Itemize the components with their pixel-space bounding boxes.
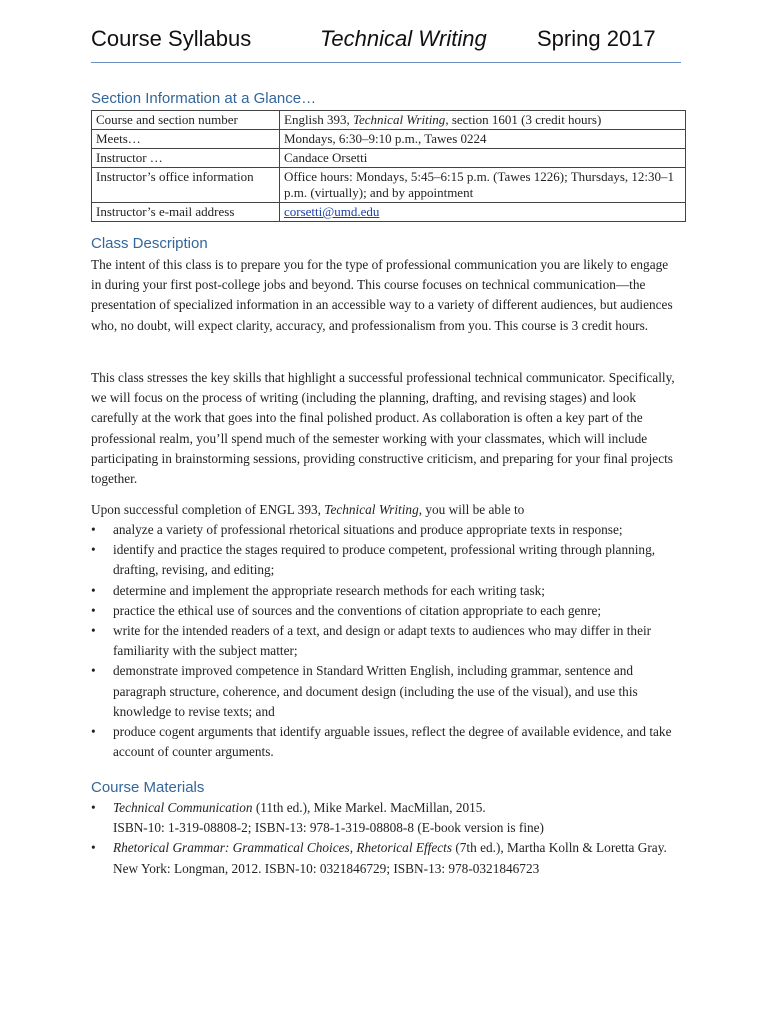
- value-text: , section 1601 (3 credit hours): [445, 112, 602, 127]
- book-title: Rhetorical Grammar: Grammatical Choices, Rhetorical Effects: [113, 840, 453, 856]
- header-course-title: Technical Writing: [320, 26, 487, 51]
- list-item-text: analyze a variety of professional rhetorical situations and produce appropriate texts in response;: [113, 522, 623, 537]
- materials-list: [91, 798, 686, 879]
- header-left-title: Course Syllabus: [91, 26, 252, 51]
- table-row: [92, 130, 686, 149]
- materials-heading: Course Materials: [91, 779, 205, 796]
- table-value: Candace Orsetti: [280, 149, 686, 168]
- outcomes-list: [91, 520, 686, 762]
- table-row: [92, 203, 686, 222]
- book-details: (7th ed.), Martha Kolln & Loretta Gray. New York: Longman, 2012. ISBN-10: 0321846729; ISBN-13: 978-0321846723: [113, 840, 667, 876]
- description-heading: Class Description: [91, 235, 208, 252]
- table-row: [92, 111, 686, 130]
- list-item: [91, 838, 686, 878]
- table-key: Course and section number: [92, 111, 280, 130]
- bullet-icon: •: [91, 724, 96, 740]
- bullet-icon: •: [91, 663, 96, 679]
- table-key: Instructor’s e-mail address: [92, 203, 280, 222]
- table-key: Instructor’s office information: [92, 168, 280, 203]
- section-info-table: [91, 110, 686, 222]
- list-item: [91, 581, 686, 601]
- bullet-icon: •: [91, 800, 96, 815]
- table-key: Instructor …: [92, 149, 280, 168]
- bullet-icon: •: [91, 602, 96, 618]
- list-item-text: identify and practice the stages required to produce competent, professional writing through planning, drafting, revising, and editing;: [113, 542, 656, 578]
- instructor-email-link[interactable]: corsetti@umd.edu: [284, 204, 380, 219]
- intro-course-title: Technical Writing: [324, 502, 419, 517]
- value-text: English 393,: [284, 112, 353, 127]
- glance-heading: Section Information at a Glance…: [91, 90, 317, 107]
- intro-text: , you will be able to: [418, 502, 525, 517]
- bullet-icon: •: [91, 522, 96, 537]
- outcomes-intro: [91, 500, 681, 520]
- table-key: Meets…: [92, 130, 280, 149]
- bullet-icon: •: [91, 582, 96, 598]
- intro-text: Upon successful completion of ENGL 393,: [91, 502, 325, 517]
- table-value: [280, 203, 686, 222]
- value-course-title: Technical Writing: [352, 112, 446, 127]
- table-row: [92, 149, 686, 168]
- header-term: Spring 2017: [537, 26, 656, 51]
- bullet-icon: •: [91, 840, 96, 856]
- bullet-icon: •: [91, 542, 96, 558]
- list-item-text: demonstrate improved competence in Standard Written English, including grammar, sentence and paragraph structure, coherence, and document design (including the use of the visual), and use this knowledge to revise texts; and: [113, 663, 638, 719]
- list-item-text: practice the ethical use of sources and the conventions of citation appropriate to each genre;: [113, 602, 602, 618]
- list-item: [91, 540, 686, 580]
- table-value: Mondays, 6:30–9:10 p.m., Tawes 0224: [280, 130, 686, 149]
- list-item: [91, 520, 686, 540]
- list-item: [91, 621, 686, 661]
- list-item: [91, 601, 686, 621]
- list-item-text: write for the intended readers of a text, and design or adapt texts to audiences who may differ in their familiarity with the subject matter;: [113, 623, 652, 659]
- list-item: [91, 722, 686, 762]
- list-item: [91, 798, 686, 838]
- book-isbn: ISBN-10: 1-319-08808-2; ISBN-13: 978-1-319-08808-8 (E-book version is fine): [113, 820, 544, 836]
- header-divider: [91, 62, 681, 63]
- table-value: Office hours: Mondays, 5:45–6:15 p.m. (Tawes 1226); Thursdays, 12:30–1 p.m. (virtually); and by appointment: [280, 168, 686, 203]
- description-paragraph-1: The intent of this class is to prepare you for the type of professional communication you are likely to engage in during your first post-college jobs and beyond. This course focuses on technical communication—the presentation of specialized information in an accessible way to a variety of different audiences, but audiences who, no doubt, will expect clarity, accuracy, and professionalism from you. This course is 3 credit hours.: [91, 257, 673, 333]
- description-paragraph-2: This class stresses the key skills that highlight a successful professional technical communicator. Specifically, we will focus on the process of writing (including the planning, drafting, and revising stages) and look carefully at the work that goes into the final polished product. As collaboration is often a key part of the professional realm, you’ll spend much of the semester working with your classmates, which will include participating in brainstorming sessions, providing constructive criticism, and preparing for your final projects together.: [91, 370, 675, 487]
- table-value: [280, 111, 686, 130]
- book-details: (11th ed.), Mike Markel. MacMillan, 2015.: [252, 800, 486, 815]
- bullet-icon: •: [91, 623, 96, 639]
- book-title: Technical Communication: [113, 800, 253, 815]
- list-item: [91, 661, 686, 722]
- list-item-text: produce cogent arguments that identify arguable issues, reflect the degree of available evidence, and take account of counter arguments.: [113, 724, 672, 760]
- list-item-text: determine and implement the appropriate research methods for each writing task;: [113, 582, 545, 598]
- table-row: [92, 168, 686, 203]
